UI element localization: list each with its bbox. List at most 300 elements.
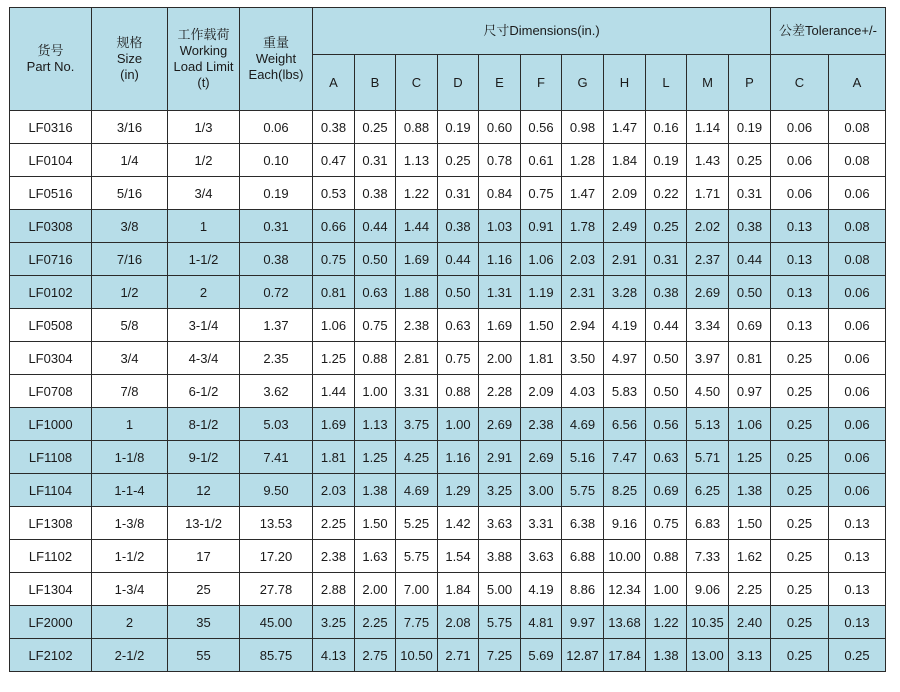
cell-dim-e: 0.60 [479,111,521,144]
cell-dim-m: 7.33 [687,540,729,573]
cell-dim-f: 3.31 [521,507,562,540]
cell-dim-h: 6.56 [604,408,646,441]
cell-weight: 13.53 [240,507,313,540]
cell-dim-l: 0.75 [646,507,687,540]
cell-size: 2-1/2 [92,639,168,672]
cell-tol-c: 0.25 [771,342,829,375]
cell-dim-p: 2.40 [729,606,771,639]
cell-working-load-limit: 1/2 [168,144,240,177]
cell-dim-b: 0.44 [355,210,396,243]
cell-dim-e: 0.84 [479,177,521,210]
cell-dim-b: 0.25 [355,111,396,144]
cell-tol-c: 0.06 [771,144,829,177]
cell-dim-g: 1.47 [562,177,604,210]
header-weight-en1: Weight [255,51,297,66]
cell-weight: 0.38 [240,243,313,276]
dim-col-h: H [604,55,646,111]
cell-dim-p: 0.31 [729,177,771,210]
cell-dim-f: 5.69 [521,639,562,672]
table-header [10,8,886,111]
cell-dim-c: 4.25 [396,441,438,474]
cell-dim-h: 3.28 [604,276,646,309]
cell-tol-a: 0.08 [829,111,886,144]
cell-dim-l: 1.38 [646,639,687,672]
cell-dim-d: 0.25 [438,144,479,177]
cell-dim-c: 7.00 [396,573,438,606]
cell-dim-b: 0.63 [355,276,396,309]
cell-dim-b: 0.38 [355,177,396,210]
cell-size: 1 [92,408,168,441]
cell-dim-e: 2.00 [479,342,521,375]
cell-tol-a: 0.13 [829,606,886,639]
cell-dim-c: 1.13 [396,144,438,177]
cell-dim-l: 0.38 [646,276,687,309]
cell-dim-e: 1.16 [479,243,521,276]
table-row [10,408,886,441]
cell-dim-p: 0.25 [729,144,771,177]
cell-dim-a: 3.25 [313,606,355,639]
cell-dim-b: 1.38 [355,474,396,507]
cell-tol-a: 0.08 [829,144,886,177]
cell-working-load-limit: 3-1/4 [168,309,240,342]
cell-dim-g: 9.97 [562,606,604,639]
cell-dim-e: 3.25 [479,474,521,507]
cell-dim-h: 7.47 [604,441,646,474]
cell-tol-a: 0.13 [829,573,886,606]
table-row [10,606,886,639]
cell-size: 1-1/2 [92,540,168,573]
cell-dim-g: 3.50 [562,342,604,375]
cell-size: 5/16 [92,177,168,210]
cell-weight: 5.03 [240,408,313,441]
cell-size: 3/16 [92,111,168,144]
cell-dim-p: 1.38 [729,474,771,507]
cell-dim-b: 2.25 [355,606,396,639]
cell-dim-d: 1.84 [438,573,479,606]
cell-part-no: LF1102 [10,540,92,573]
cell-tol-a: 0.06 [829,408,886,441]
cell-dim-f: 0.61 [521,144,562,177]
cell-dim-p: 1.25 [729,441,771,474]
cell-dim-p: 1.06 [729,408,771,441]
cell-dim-l: 1.00 [646,573,687,606]
cell-dim-c: 10.50 [396,639,438,672]
cell-dim-m: 2.02 [687,210,729,243]
cell-dim-e: 3.88 [479,540,521,573]
cell-dim-g: 2.94 [562,309,604,342]
cell-weight: 7.41 [240,441,313,474]
cell-dim-e: 2.69 [479,408,521,441]
cell-size: 3/8 [92,210,168,243]
table-row [10,573,886,606]
cell-dim-c: 5.75 [396,540,438,573]
header-weight [240,8,313,111]
cell-dim-a: 0.53 [313,177,355,210]
dim-col-g: G [562,55,604,111]
cell-size: 1-1-4 [92,474,168,507]
cell-dim-h: 13.68 [604,606,646,639]
cell-dim-d: 0.88 [438,375,479,408]
cell-dim-m: 2.69 [687,276,729,309]
cell-size: 1/4 [92,144,168,177]
cell-size: 1-1/8 [92,441,168,474]
cell-working-load-limit: 55 [168,639,240,672]
cell-dim-c: 5.25 [396,507,438,540]
cell-dim-f: 2.38 [521,408,562,441]
cell-dim-b: 0.31 [355,144,396,177]
cell-dim-g: 4.03 [562,375,604,408]
cell-dim-m: 9.06 [687,573,729,606]
cell-part-no: LF1104 [10,474,92,507]
header-tolerance: 公差Tolerance+/- [771,8,886,55]
cell-dim-a: 4.13 [313,639,355,672]
cell-dim-p: 0.50 [729,276,771,309]
cell-dim-b: 0.50 [355,243,396,276]
cell-dim-m: 1.14 [687,111,729,144]
dim-col-p: P [729,55,771,111]
header-weight-en2: Each(lbs) [248,67,304,82]
cell-part-no: LF0104 [10,144,92,177]
cell-part-no: LF1108 [10,441,92,474]
table-row [10,276,886,309]
cell-size: 1/2 [92,276,168,309]
header-size-en: Size [116,51,143,66]
cell-dim-m: 4.50 [687,375,729,408]
cell-dim-l: 0.69 [646,474,687,507]
cell-dim-m: 13.00 [687,639,729,672]
cell-working-load-limit: 35 [168,606,240,639]
cell-tol-a: 0.25 [829,639,886,672]
cell-dim-e: 1.69 [479,309,521,342]
header-size-unit: (in) [120,67,139,82]
cell-dim-e: 2.28 [479,375,521,408]
cell-dim-l: 0.25 [646,210,687,243]
cell-weight: 1.37 [240,309,313,342]
cell-dim-d: 0.50 [438,276,479,309]
cell-dim-c: 1.69 [396,243,438,276]
cell-dim-f: 2.69 [521,441,562,474]
cell-dim-a: 2.88 [313,573,355,606]
cell-size: 1-3/8 [92,507,168,540]
cell-dim-a: 2.38 [313,540,355,573]
cell-dim-m: 3.97 [687,342,729,375]
cell-tol-c: 0.25 [771,441,829,474]
table-row [10,177,886,210]
cell-tol-c: 0.06 [771,111,829,144]
cell-dim-e: 5.75 [479,606,521,639]
cell-dim-l: 0.19 [646,144,687,177]
dim-col-l: L [646,55,687,111]
cell-working-load-limit: 6-1/2 [168,375,240,408]
cell-part-no: LF0708 [10,375,92,408]
cell-dim-g: 2.31 [562,276,604,309]
cell-tol-c: 0.25 [771,573,829,606]
cell-dim-a: 2.03 [313,474,355,507]
cell-working-load-limit: 12 [168,474,240,507]
cell-tol-c: 0.13 [771,276,829,309]
table-row [10,111,886,144]
cell-dim-d: 0.44 [438,243,479,276]
cell-tol-a: 0.08 [829,210,886,243]
cell-dim-a: 0.81 [313,276,355,309]
tol-col-a: A [829,55,886,111]
cell-dim-a: 1.69 [313,408,355,441]
cell-dim-g: 12.87 [562,639,604,672]
header-weight-cn: 重量 [262,35,289,50]
cell-dim-d: 1.42 [438,507,479,540]
cell-dim-f: 0.56 [521,111,562,144]
cell-size: 5/8 [92,309,168,342]
cell-dim-c: 3.31 [396,375,438,408]
cell-dim-m: 1.43 [687,144,729,177]
cell-dim-d: 2.08 [438,606,479,639]
header-wll-en1: Working [179,43,228,58]
cell-dim-c: 3.75 [396,408,438,441]
dim-col-m: M [687,55,729,111]
cell-dim-m: 2.37 [687,243,729,276]
header-size [92,8,168,111]
cell-working-load-limit: 25 [168,573,240,606]
cell-dim-e: 0.78 [479,144,521,177]
cell-dim-p: 0.19 [729,111,771,144]
cell-dim-l: 0.31 [646,243,687,276]
cell-dim-m: 6.83 [687,507,729,540]
cell-dim-m: 10.35 [687,606,729,639]
cell-part-no: LF0308 [10,210,92,243]
cell-weight: 0.10 [240,144,313,177]
cell-tol-c: 0.25 [771,474,829,507]
cell-dim-m: 6.25 [687,474,729,507]
cell-dim-f: 0.91 [521,210,562,243]
cell-working-load-limit: 4-3/4 [168,342,240,375]
cell-part-no: LF1000 [10,408,92,441]
cell-tol-c: 0.25 [771,606,829,639]
cell-working-load-limit: 9-1/2 [168,441,240,474]
dim-col-f: F [521,55,562,111]
cell-dim-c: 2.81 [396,342,438,375]
cell-dim-h: 4.97 [604,342,646,375]
cell-dim-f: 3.00 [521,474,562,507]
table-body [10,111,886,672]
cell-tol-c: 0.25 [771,408,829,441]
cell-tol-a: 0.08 [829,243,886,276]
cell-dim-b: 2.00 [355,573,396,606]
cell-dim-h: 4.19 [604,309,646,342]
cell-dim-l: 1.22 [646,606,687,639]
cell-part-no: LF0508 [10,309,92,342]
cell-dim-f: 4.81 [521,606,562,639]
cell-dim-b: 0.88 [355,342,396,375]
cell-part-no: LF0516 [10,177,92,210]
cell-dim-p: 0.38 [729,210,771,243]
cell-dim-b: 1.50 [355,507,396,540]
cell-dim-p: 0.44 [729,243,771,276]
cell-dim-a: 2.25 [313,507,355,540]
cell-dim-l: 0.56 [646,408,687,441]
cell-dim-h: 2.91 [604,243,646,276]
cell-dim-l: 0.50 [646,375,687,408]
cell-tol-a: 0.06 [829,441,886,474]
cell-part-no: LF1308 [10,507,92,540]
cell-dim-g: 4.69 [562,408,604,441]
cell-dim-h: 1.47 [604,111,646,144]
cell-dim-m: 3.34 [687,309,729,342]
cell-weight: 27.78 [240,573,313,606]
cell-dim-l: 0.44 [646,309,687,342]
cell-dim-m: 1.71 [687,177,729,210]
header-wll-unit: (t) [197,75,210,90]
cell-dim-g: 0.98 [562,111,604,144]
cell-dim-d: 0.75 [438,342,479,375]
cell-size: 7/16 [92,243,168,276]
cell-dim-g: 5.75 [562,474,604,507]
cell-working-load-limit: 1/3 [168,111,240,144]
cell-dim-p: 1.62 [729,540,771,573]
cell-weight: 45.00 [240,606,313,639]
cell-dim-e: 5.00 [479,573,521,606]
header-wll-en2: Load Limit [173,59,234,74]
cell-part-no: LF0316 [10,111,92,144]
cell-working-load-limit: 2 [168,276,240,309]
cell-dim-f: 1.81 [521,342,562,375]
cell-tol-a: 0.06 [829,375,886,408]
cell-dim-d: 1.16 [438,441,479,474]
cell-tol-a: 0.06 [829,474,886,507]
cell-dim-g: 6.38 [562,507,604,540]
cell-tol-c: 0.25 [771,375,829,408]
cell-dim-h: 9.16 [604,507,646,540]
cell-dim-b: 1.13 [355,408,396,441]
cell-part-no: LF2102 [10,639,92,672]
cell-dim-d: 0.19 [438,111,479,144]
cell-tol-a: 0.06 [829,177,886,210]
cell-dim-d: 1.00 [438,408,479,441]
cell-dim-l: 0.50 [646,342,687,375]
cell-part-no: LF0304 [10,342,92,375]
cell-dim-m: 5.13 [687,408,729,441]
cell-working-load-limit: 1 [168,210,240,243]
cell-dim-g: 6.88 [562,540,604,573]
cell-dim-d: 0.63 [438,309,479,342]
cell-weight: 2.35 [240,342,313,375]
cell-tol-a: 0.06 [829,342,886,375]
table-row [10,639,886,672]
cell-dim-c: 1.44 [396,210,438,243]
table-row [10,375,886,408]
cell-working-load-limit: 8-1/2 [168,408,240,441]
cell-dim-e: 7.25 [479,639,521,672]
cell-weight: 0.72 [240,276,313,309]
cell-dim-e: 2.91 [479,441,521,474]
cell-working-load-limit: 13-1/2 [168,507,240,540]
cell-dim-f: 1.06 [521,243,562,276]
cell-tol-c: 0.13 [771,210,829,243]
cell-dim-l: 0.22 [646,177,687,210]
cell-dim-e: 1.31 [479,276,521,309]
cell-dim-g: 2.03 [562,243,604,276]
cell-dim-d: 0.38 [438,210,479,243]
table-row [10,474,886,507]
cell-tol-c: 0.13 [771,243,829,276]
cell-tol-a: 0.13 [829,507,886,540]
cell-tol-a: 0.06 [829,309,886,342]
cell-dim-b: 1.25 [355,441,396,474]
cell-part-no: LF1304 [10,573,92,606]
cell-dim-g: 1.28 [562,144,604,177]
cell-tol-c: 0.25 [771,639,829,672]
tol-col-c: C [771,55,829,111]
specification-table [9,7,886,672]
cell-dim-p: 0.81 [729,342,771,375]
cell-dim-h: 12.34 [604,573,646,606]
cell-weight: 0.19 [240,177,313,210]
cell-tol-a: 0.13 [829,540,886,573]
cell-dim-d: 2.71 [438,639,479,672]
cell-size: 2 [92,606,168,639]
table-row [10,210,886,243]
cell-working-load-limit: 3/4 [168,177,240,210]
table-row [10,243,886,276]
cell-weight: 17.20 [240,540,313,573]
cell-dim-l: 0.88 [646,540,687,573]
header-wll-cn: 工作载荷 [177,27,230,42]
cell-working-load-limit: 1-1/2 [168,243,240,276]
cell-dim-b: 2.75 [355,639,396,672]
cell-dim-m: 5.71 [687,441,729,474]
header-dimensions: 尺寸Dimensions(in.) [313,8,771,55]
cell-dim-b: 1.63 [355,540,396,573]
cell-dim-f: 1.19 [521,276,562,309]
cell-dim-h: 1.84 [604,144,646,177]
cell-dim-c: 2.38 [396,309,438,342]
cell-dim-a: 1.25 [313,342,355,375]
cell-dim-c: 1.88 [396,276,438,309]
cell-size: 3/4 [92,342,168,375]
cell-working-load-limit: 17 [168,540,240,573]
cell-tol-a: 0.06 [829,276,886,309]
cell-tol-c: 0.13 [771,309,829,342]
cell-dim-a: 0.47 [313,144,355,177]
cell-dim-f: 4.19 [521,573,562,606]
cell-dim-f: 2.09 [521,375,562,408]
cell-dim-p: 1.50 [729,507,771,540]
cell-dim-g: 8.86 [562,573,604,606]
cell-dim-c: 1.22 [396,177,438,210]
cell-dim-a: 0.66 [313,210,355,243]
table-row [10,507,886,540]
cell-dim-c: 4.69 [396,474,438,507]
cell-weight: 0.31 [240,210,313,243]
cell-dim-h: 2.09 [604,177,646,210]
cell-dim-e: 3.63 [479,507,521,540]
cell-dim-p: 0.69 [729,309,771,342]
cell-dim-a: 1.06 [313,309,355,342]
header-part-cn: 货号 [37,43,64,58]
cell-dim-f: 1.50 [521,309,562,342]
cell-dim-d: 0.31 [438,177,479,210]
cell-dim-c: 7.75 [396,606,438,639]
cell-dim-c: 0.88 [396,111,438,144]
table-row [10,309,886,342]
cell-dim-a: 0.75 [313,243,355,276]
cell-dim-h: 10.00 [604,540,646,573]
header-working-load-limit [168,8,240,111]
cell-part-no: LF2000 [10,606,92,639]
cell-size: 7/8 [92,375,168,408]
table-row [10,144,886,177]
cell-tol-c: 0.06 [771,177,829,210]
cell-size: 1-3/4 [92,573,168,606]
